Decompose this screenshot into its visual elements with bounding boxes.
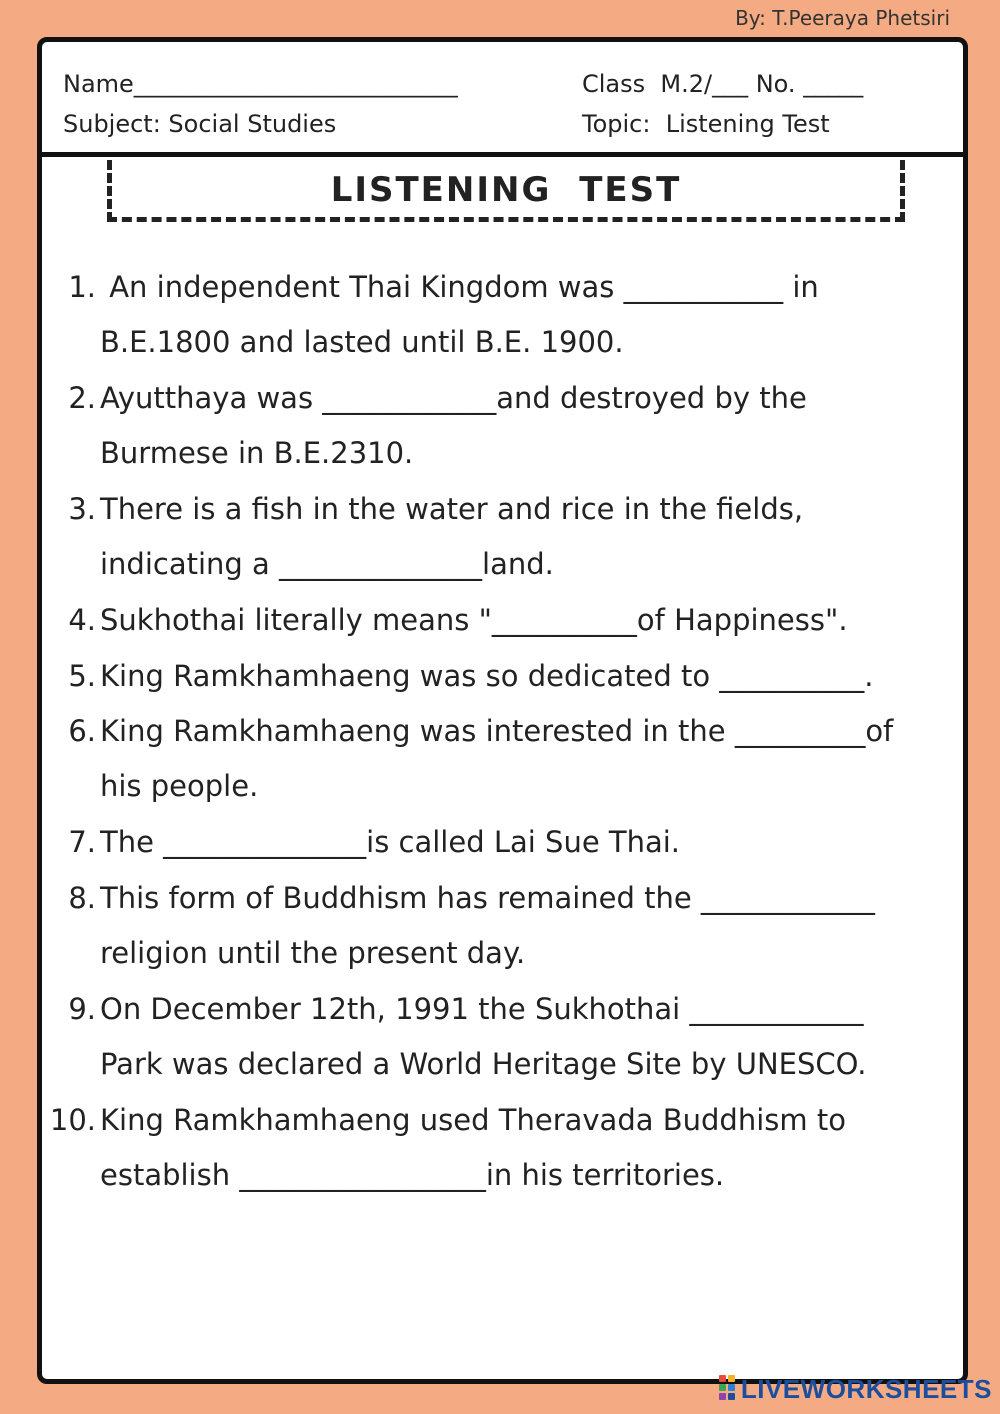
question-item bbox=[68, 260, 819, 370]
worksheet bbox=[37, 37, 968, 1384]
question-item bbox=[68, 593, 848, 648]
question-text-line: The ______________is called Lai Sue Thai. bbox=[100, 825, 681, 859]
question-item bbox=[68, 982, 867, 1092]
question-text-line: An independent Thai Kingdom was ___________ in bbox=[100, 270, 819, 304]
question-text-line: Burmese in B.E.2310. bbox=[100, 436, 414, 470]
question-number: 6. bbox=[68, 714, 96, 748]
page-title: LISTENING TEST bbox=[330, 170, 682, 210]
question-number: 9. bbox=[68, 991, 96, 1026]
liveworksheets-logo bbox=[719, 1372, 992, 1406]
question-text-line: On December 12th, 1991 the Sukhothai ____________ bbox=[100, 991, 864, 1026]
author-credit: By: T.Peeraya Phetsiri bbox=[735, 6, 950, 30]
question-item bbox=[68, 871, 875, 981]
logo-mark-icon bbox=[719, 1375, 737, 1403]
question-text-line: There is a fish in the water and rice in the fields, bbox=[100, 492, 804, 526]
question-number: 5. bbox=[68, 658, 96, 693]
question-text-line: Ayutthaya was ____________and destroyed by the bbox=[100, 381, 807, 415]
logo-text: LIVEWORKSHEETS bbox=[740, 1373, 992, 1404]
subject-label: Subject: Social Studies bbox=[63, 110, 337, 138]
question-number: 10. bbox=[49, 1102, 96, 1137]
question-item bbox=[68, 482, 804, 592]
question-text-line: religion until the present day. bbox=[100, 935, 526, 970]
worksheet-header bbox=[42, 42, 963, 157]
question-text-line: Park was declared a World Heritage Site by UNESCO. bbox=[100, 1046, 867, 1081]
question-text-line: his people. bbox=[100, 769, 259, 803]
question-number: 3. bbox=[68, 492, 96, 526]
question-number: 2. bbox=[68, 381, 96, 415]
question-item bbox=[49, 1093, 846, 1203]
name-field-line[interactable]: Name___________________________ bbox=[63, 70, 458, 98]
question-text-line: establish _________________in his territories. bbox=[100, 1157, 725, 1192]
title-box bbox=[107, 160, 905, 222]
question-text-line: King Ramkhamhaeng used Theravada Buddhism to bbox=[100, 1102, 846, 1137]
question-text-line: King Ramkhamhaeng was so dedicated to __________. bbox=[100, 658, 874, 693]
question-number: 8. bbox=[68, 880, 96, 915]
question-number: 7. bbox=[68, 825, 96, 859]
question-number: 1. bbox=[68, 270, 96, 304]
question-item bbox=[68, 371, 807, 481]
topic-label: Topic: Listening Test bbox=[582, 110, 830, 138]
question-text-line: Sukhothai literally means "__________of Happiness". bbox=[100, 603, 848, 637]
question-item bbox=[68, 815, 681, 870]
question-item bbox=[68, 704, 894, 814]
question-text-line: B.E.1800 and lasted until B.E. 1900. bbox=[100, 325, 624, 359]
question-number: 4. bbox=[68, 603, 96, 637]
question-text-line: King Ramkhamhaeng was interested in the _________of bbox=[100, 714, 894, 748]
question-text-line: This form of Buddhism has remained the ____________ bbox=[100, 880, 875, 915]
question-text-line: indicating a ______________land. bbox=[100, 547, 554, 581]
class-number-line[interactable]: Class M.2/___ No. _____ bbox=[582, 70, 864, 98]
question-item bbox=[68, 649, 874, 704]
